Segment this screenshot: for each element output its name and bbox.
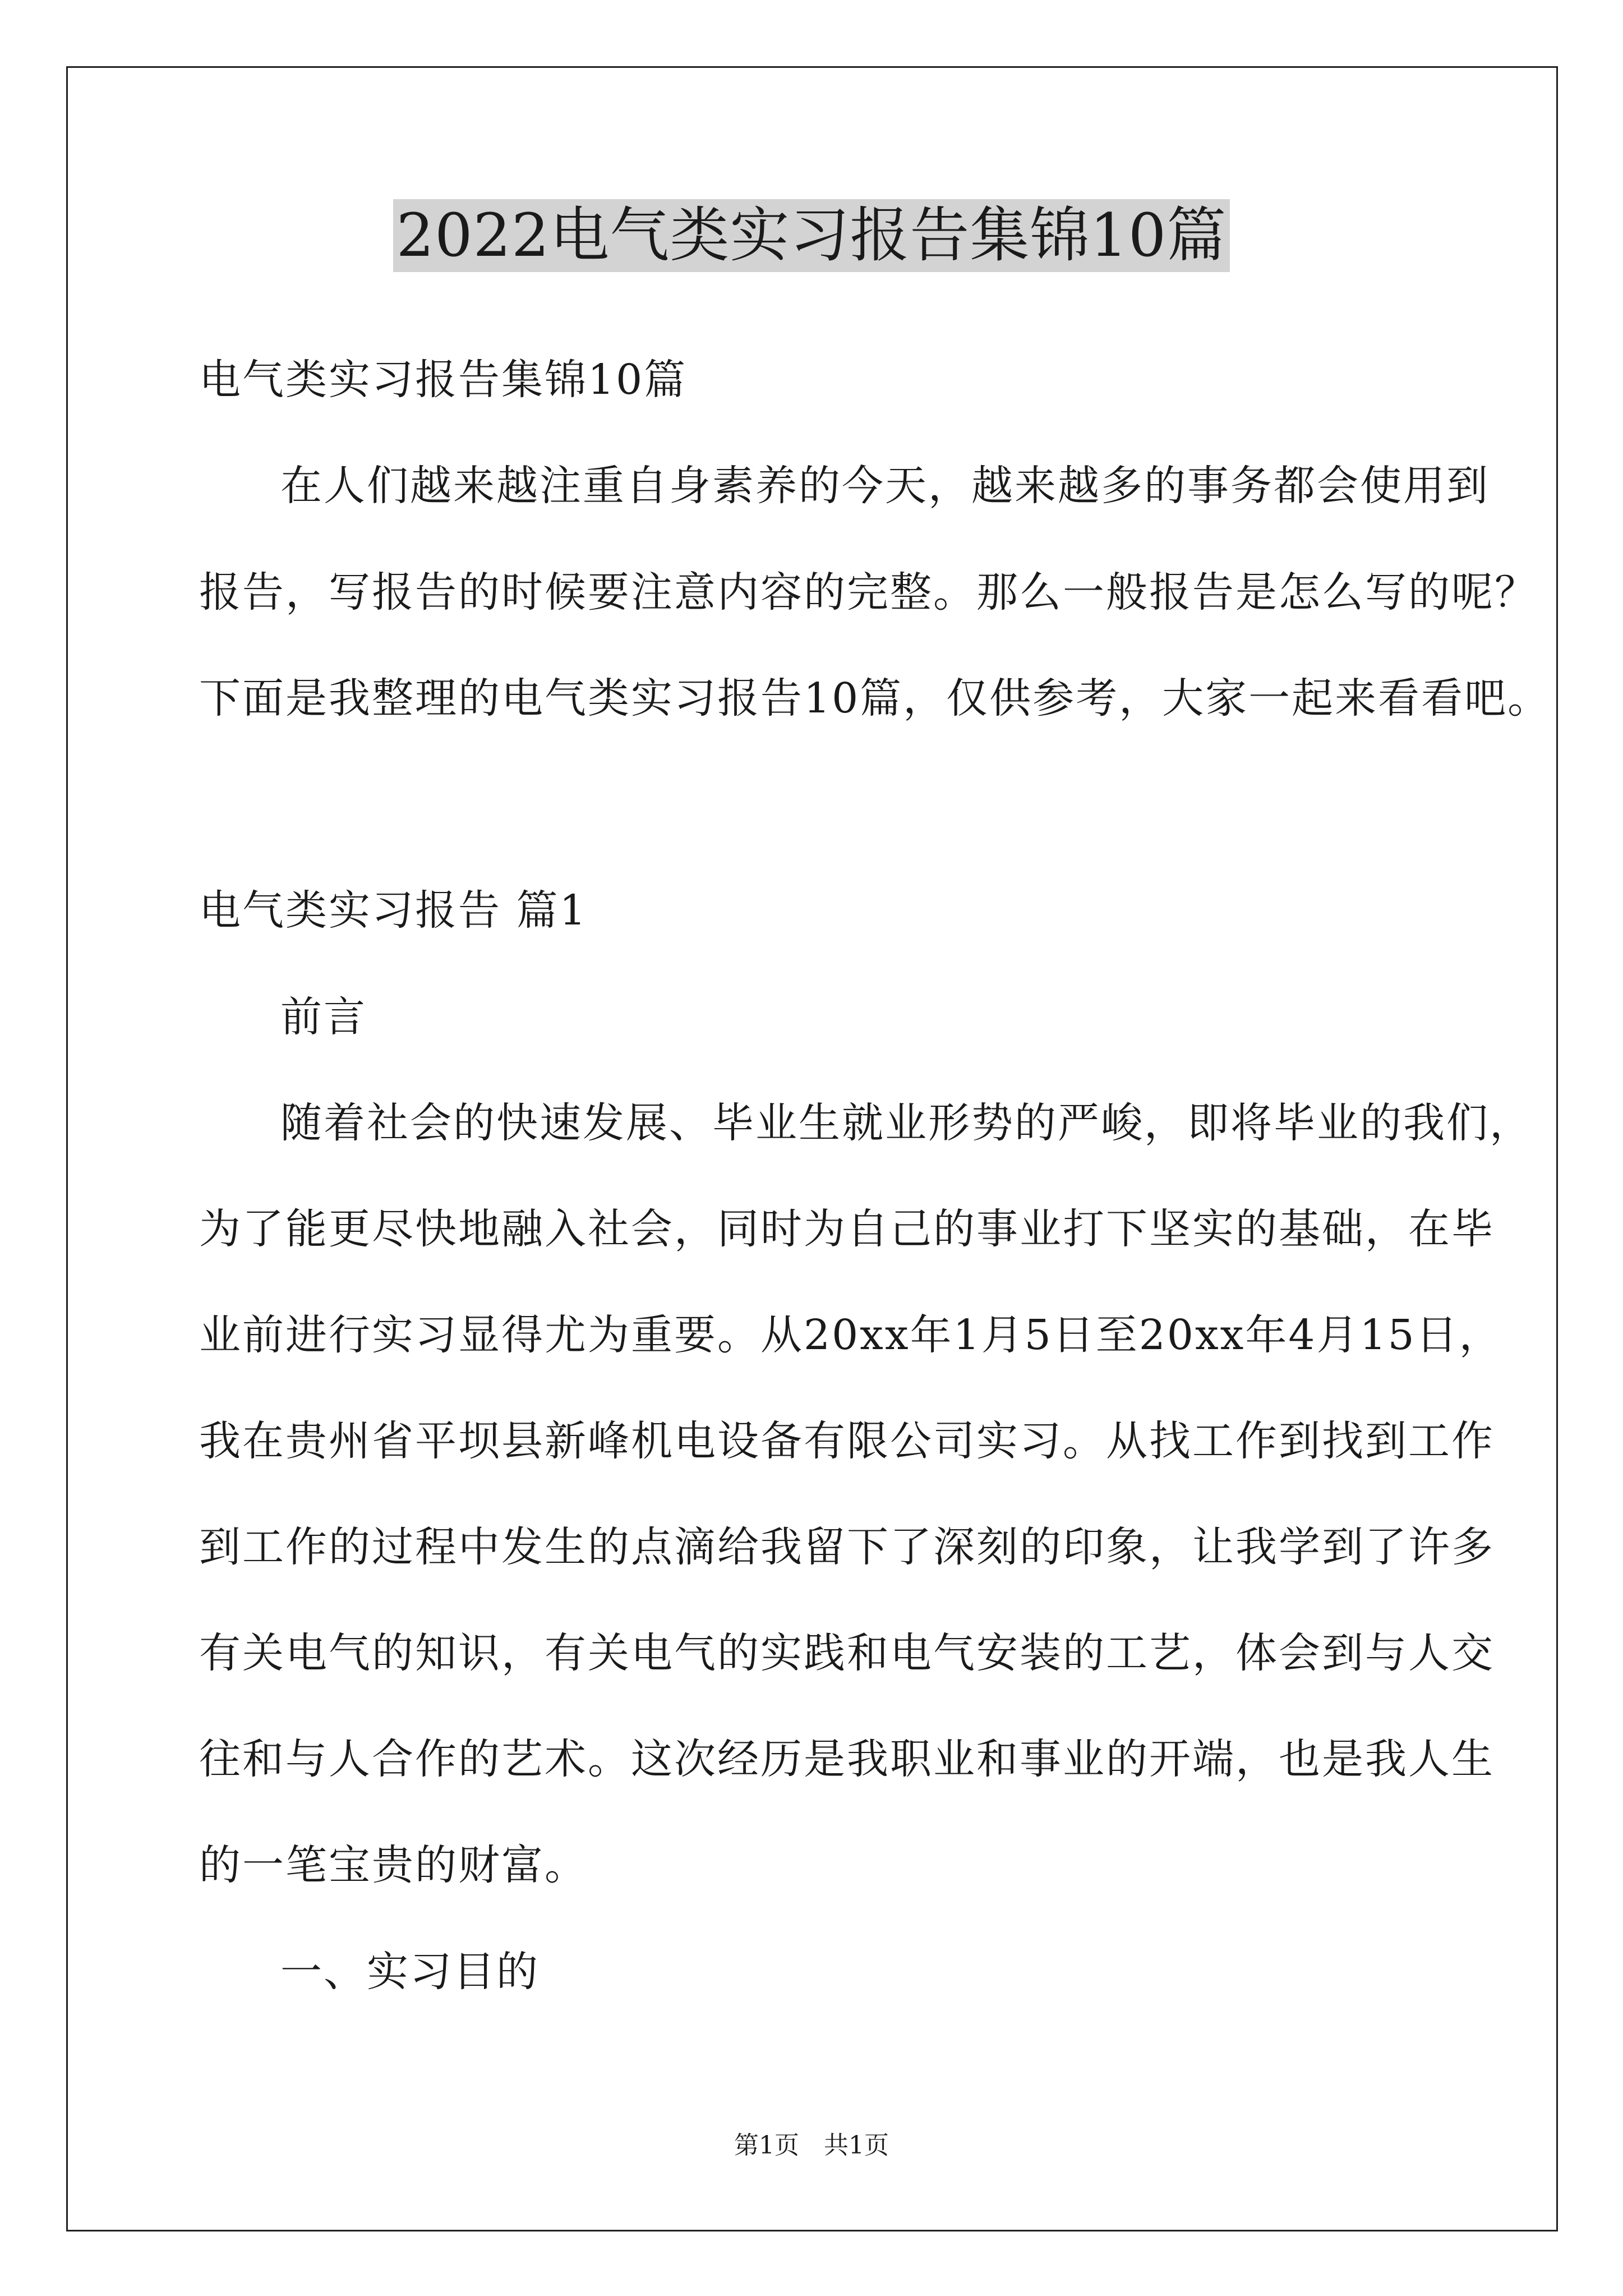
body-line: 业前进行实习显得尤为重要。从20xx年1月5日至20xx年4月15日， [199, 1311, 1502, 1359]
body-line: 为了能更尽快地融入社会，同时为自己的事业打下坚实的基础，在毕 [199, 1205, 1495, 1253]
page-footer: 第1页 共1页 [734, 2131, 889, 2160]
intro-line: 下面是我整理的电气类实习报告10篇，仅供参考，大家一起来看看吧。 [199, 674, 1551, 723]
body-line: 随着社会的快速发展、毕业生就业形势的严峻，即将毕业的我们， [280, 1099, 1533, 1147]
intro-line: 在人们越来越注重自身素养的今天，越来越多的事务都会使用到 [280, 462, 1490, 510]
intro-line: 报告，写报告的时候要注意内容的完整。那么一般报告是怎么写的呢？ [199, 568, 1538, 616]
preface-label: 前言 [280, 993, 367, 1041]
section-heading: 电气类实习报告 篇1 [199, 886, 588, 935]
document-title: 2022电气类实习报告集锦10篇 [393, 199, 1230, 272]
body-line: 有关电气的知识，有关电气的实践和电气安装的工艺，体会到与人交 [199, 1629, 1495, 1677]
body-line: 到工作的过程中发生的点滴给我留下了深刻的印象，让我学到了许多 [199, 1523, 1495, 1571]
item-heading: 一、实习目的 [280, 1948, 540, 1996]
body-line: 我在贵州省平坝县新峰机电设备有限公司实习。从找工作到找到工作 [199, 1417, 1495, 1465]
body-line: 的一笔宝贵的财富。 [199, 1841, 588, 1889]
document-subtitle: 电气类实习报告集锦10篇 [199, 356, 688, 404]
title-container [0, 199, 1623, 272]
body-line: 往和与人合作的艺术。这次经历是我职业和事业的开端，也是我人生 [199, 1735, 1495, 1783]
